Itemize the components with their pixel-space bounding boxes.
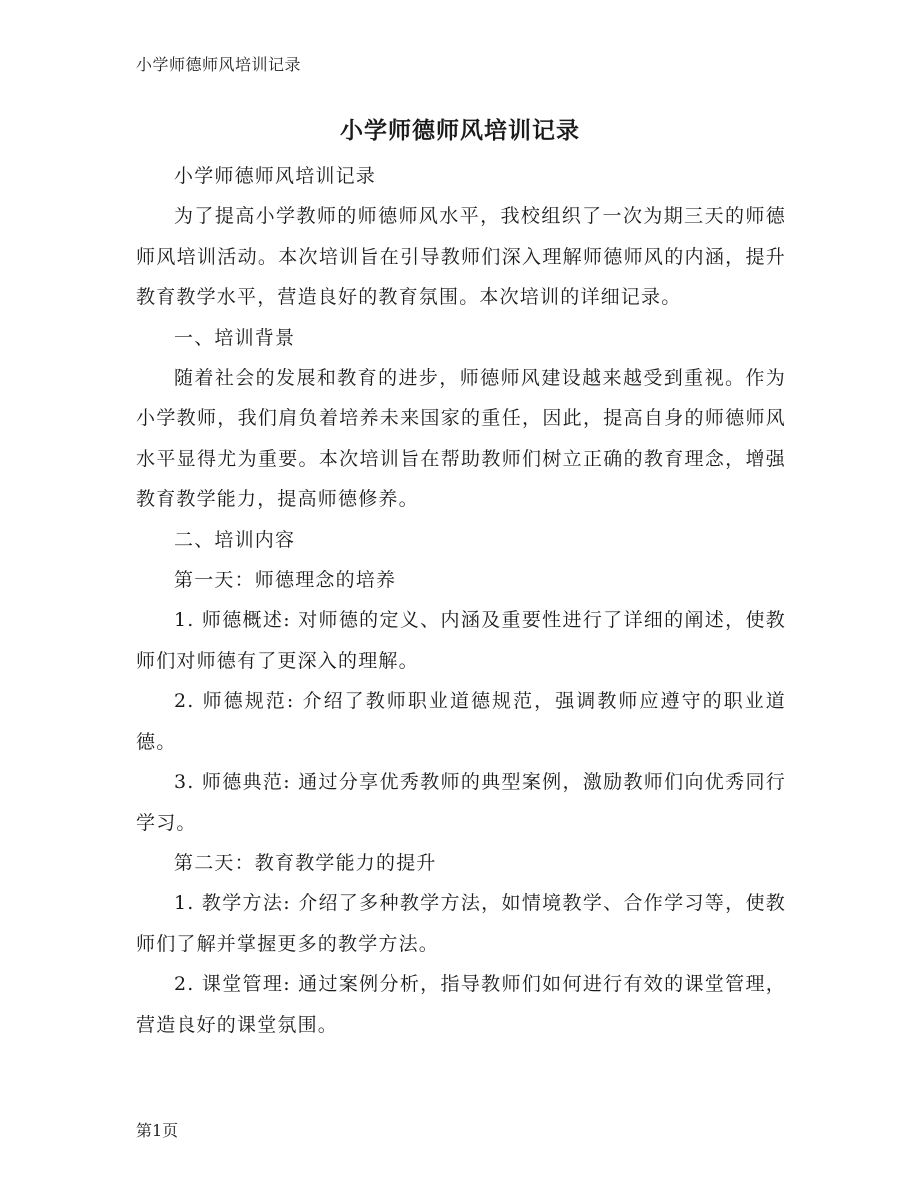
list-item: 2. 师德规范: 介绍了教师职业道德规范，强调教师应遵守的职业道德。	[136, 690, 786, 753]
document-body	[136, 156, 786, 1045]
document-title: 小学师德师风培训记录	[340, 117, 580, 144]
list-item: 1. 师德概述: 对师德的定义、内涵及重要性进行了详细的阐述，使教师们对师德有了更深入的理解。	[136, 609, 786, 672]
day-one-heading: 第一天：师德理念的培养	[174, 569, 397, 592]
page-number: 第1页	[136, 1121, 179, 1140]
section-heading-background: 一、培训背景	[174, 326, 296, 349]
day-two-heading: 第二天：教育教学能力的提升	[174, 851, 437, 874]
paragraph-subtitle: 小学师德师风培训记录	[174, 165, 377, 187]
paragraph-background: 随着社会的发展和教育的进步，师德师风建设越来越受到重视。作为小学教师，我们肩负着培养未来国家的重任，因此，提高自身的师德师风水平显得尤为重要。本次培训旨在帮助教师们树立正确的教育理念，增强教育教学能力，提高师德修养。	[136, 367, 786, 511]
paragraph-intro: 为了提高小学教师的师德师风水平，我校组织了一次为期三天的师德师风培训活动。本次培训旨在引导教师们深入理解师德师风的内涵，提升教育教学水平，营造良好的教育氛围。本次培训的详细记录。	[136, 205, 786, 309]
list-item: 1. 教学方法: 介绍了多种教学方法，如情境教学、合作学习等，使教师们了解并掌握更多的教学方法。	[136, 892, 786, 955]
list-item: 2. 课堂管理: 通过案例分析，指导教师们如何进行有效的课堂管理，营造良好的课堂氛围。	[136, 973, 786, 1036]
header-divider	[136, 80, 784, 81]
list-item: 3. 师德典范: 通过分享优秀教师的典型案例，激励教师们向优秀同行学习。	[136, 771, 786, 834]
section-heading-content: 二、培训内容	[174, 528, 296, 551]
running-header: 小学师德师风培训记录	[136, 55, 302, 74]
